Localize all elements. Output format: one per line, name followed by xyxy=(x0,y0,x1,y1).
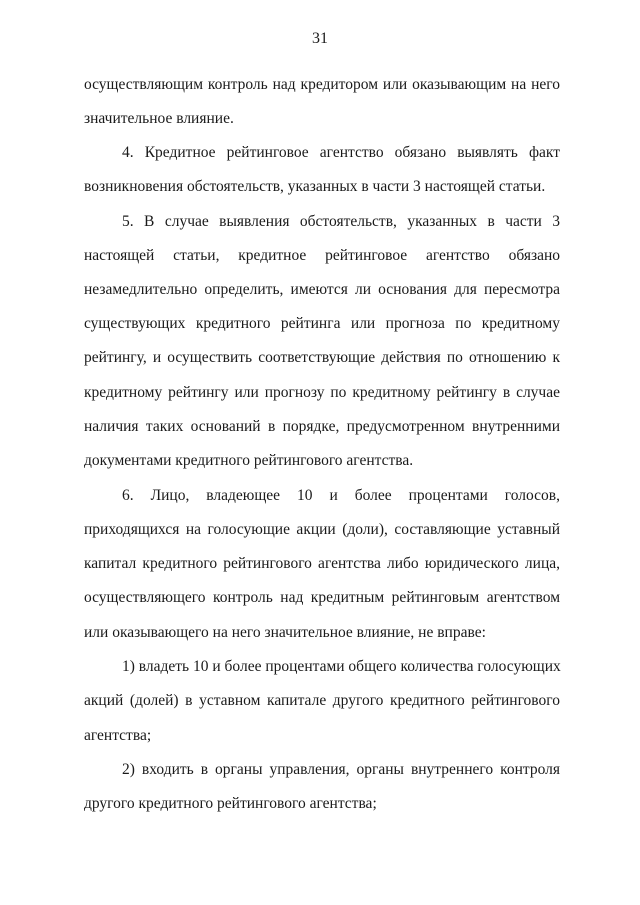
text-line: приходящихся на голосующие акции (доли), составляющие уставный xyxy=(84,521,560,538)
page-number: 31 xyxy=(312,30,328,47)
text-line: кредитному рейтингу или прогнозу по кредитному рейтингу в случае xyxy=(84,384,560,401)
text-line: 5. В случае выявления обстоятельств, указанных в части 3 xyxy=(122,213,560,230)
text-line: незамедлительно определить, имеются ли основания для пересмотра xyxy=(84,281,560,298)
text-line: значительное влияние. xyxy=(84,110,234,127)
text-line: наличия таких оснований в порядке, предусмотренном внутренними xyxy=(84,418,560,435)
text-line: рейтингу, и осуществить соответствующие действия по отношению к xyxy=(84,349,560,366)
text-line: 4. Кредитное рейтинговое агентство обязано выявлять факт xyxy=(122,144,560,161)
text-line: агентства; xyxy=(84,727,152,744)
text-line: настоящей статьи, кредитное рейтинговое агентство обязано xyxy=(84,247,560,264)
text-line: акций (долей) в уставном капитале другого кредитного рейтингового xyxy=(84,692,560,709)
text-line: возникновения обстоятельств, указанных в части 3 настоящей статьи. xyxy=(84,178,546,195)
text-line: осуществляющего контроль над кредитным рейтинговым агентством xyxy=(84,589,560,606)
text-line: документами кредитного рейтингового агентства. xyxy=(84,452,414,469)
text-line: капитал кредитного рейтингового агентства либо юридического лица, xyxy=(84,555,560,572)
text-line: 2) входить в органы управления, органы внутреннего контроля xyxy=(122,761,560,778)
text-line: существующих кредитного рейтинга или прогноза по кредитному xyxy=(84,315,560,332)
text-line: 6. Лицо, владеющее 10 и более процентами голосов, xyxy=(122,487,560,504)
text-line: 1) владеть 10 и более процентами общего количества голосующих xyxy=(122,658,561,675)
text-line: или оказывающего на него значительное влияние, не вправе: xyxy=(84,624,486,641)
text-line: другого кредитного рейтингового агентства; xyxy=(84,795,377,812)
text-line: осуществляющим контроль над кредитором или оказывающим на него xyxy=(84,76,560,93)
